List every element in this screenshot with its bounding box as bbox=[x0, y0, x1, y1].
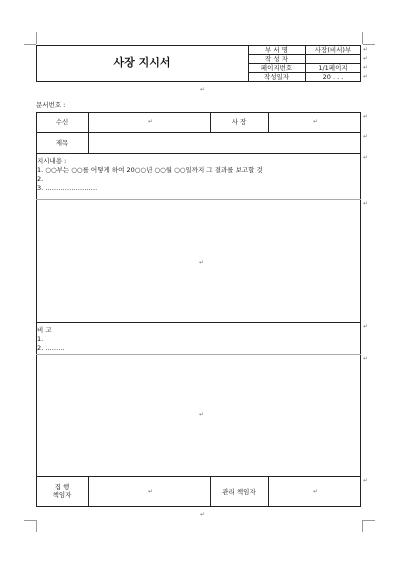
paragraph-mark: ↵ bbox=[200, 511, 206, 518]
row-line bbox=[36, 354, 361, 355]
crop-mark bbox=[24, 520, 36, 521]
instruction-item: 1. ○○부는 ○○를 어떻게 하여 20○○년 ○○월 ○○일까지 그 결과를 보고할 것 bbox=[37, 166, 263, 174]
crop-mark bbox=[36, 520, 37, 532]
page-number-label: 페이지번호 bbox=[260, 64, 293, 72]
recipient-label: 수신 bbox=[55, 118, 69, 126]
paragraph-mark: ↵ bbox=[363, 55, 369, 62]
date-value: 20 . . . bbox=[322, 73, 344, 81]
col-line bbox=[268, 476, 269, 507]
paragraph-mark: ↵ bbox=[200, 86, 206, 93]
paragraph-mark: ↵ bbox=[363, 477, 369, 484]
crop-mark bbox=[36, 32, 37, 44]
dept-value: 사장(비서)부 bbox=[314, 46, 352, 54]
paragraph-mark: ↵ bbox=[148, 488, 154, 495]
paragraph-mark: ↵ bbox=[363, 355, 369, 362]
paragraph-mark: ↵ bbox=[363, 323, 369, 330]
instructions-label: 지시내용 : bbox=[37, 157, 67, 165]
doc-number-label: 문서번호 : bbox=[36, 101, 66, 109]
exec-manager-label: 집 행 bbox=[54, 483, 70, 491]
row-line bbox=[36, 476, 361, 477]
crop-mark bbox=[363, 520, 375, 521]
paragraph-mark: ↵ bbox=[363, 133, 369, 140]
document-title: 사장 지시서 bbox=[113, 56, 171, 69]
management-manager-label: 관리 책임자 bbox=[222, 488, 256, 496]
paragraph-mark: ↵ bbox=[313, 118, 319, 125]
paragraph-mark: ↵ bbox=[313, 488, 319, 495]
paragraph-mark: ↵ bbox=[363, 46, 369, 53]
crop-mark bbox=[362, 520, 363, 532]
paragraph-mark: ↵ bbox=[363, 200, 369, 207]
paragraph-mark: ↵ bbox=[363, 64, 369, 71]
exec-manager-label: 책임자 bbox=[52, 491, 72, 499]
instruction-item: 3. …………………… bbox=[37, 184, 98, 192]
instruction-item: 2. bbox=[37, 175, 44, 183]
row-line bbox=[36, 153, 361, 154]
crop-mark bbox=[363, 44, 375, 45]
remarks-item: 2. ……… bbox=[37, 344, 65, 352]
col-line bbox=[268, 112, 269, 132]
crop-mark bbox=[24, 44, 36, 45]
col-line bbox=[88, 112, 89, 153]
page-number-value: 1/1페이지 bbox=[318, 64, 348, 72]
author-label: 작 성 자 bbox=[265, 55, 288, 63]
remarks-label: 비 고 bbox=[37, 326, 52, 334]
row-line bbox=[36, 132, 361, 133]
remarks-item: 1. bbox=[37, 335, 44, 343]
paragraph-mark: ↵ bbox=[363, 113, 369, 120]
subject-label: 제목 bbox=[55, 139, 69, 147]
paragraph-mark: ↵ bbox=[199, 411, 205, 418]
crop-mark bbox=[362, 32, 363, 44]
col-line bbox=[88, 476, 89, 507]
row-line bbox=[36, 199, 361, 200]
dept-label: 부 서 명 bbox=[265, 46, 288, 54]
paragraph-mark: ↵ bbox=[148, 118, 154, 125]
row-line bbox=[36, 322, 361, 323]
paragraph-mark: ↵ bbox=[363, 73, 369, 80]
president-label: 사 장 bbox=[231, 118, 247, 126]
paragraph-mark: ↵ bbox=[363, 154, 369, 161]
paragraph-mark: ↵ bbox=[199, 259, 205, 266]
date-label: 작성일자 bbox=[263, 73, 290, 81]
